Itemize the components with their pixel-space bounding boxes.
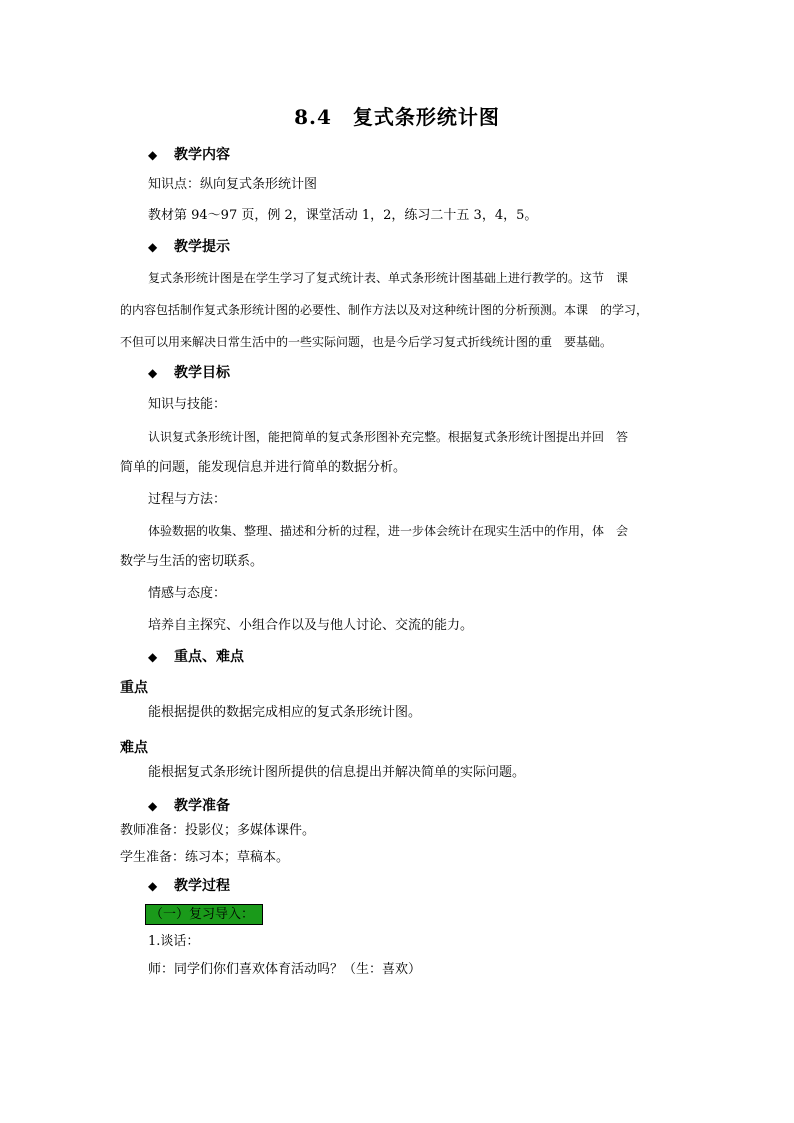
diamond-bullet-icon: ◆ [148, 799, 158, 813]
goals-knowledge-line: 简单的问题，能发现信息并进行简单的数据分析。 [120, 460, 407, 475]
hint-line: 的内容包括制作复式条形统计图的必要性、制作方法以及对这种统计图的分析预测。本课 的学习， [120, 303, 649, 317]
content-line: 教材第 94～97 页，例 2，课堂活动 1，2，练习二十五 3，4，5。 [148, 208, 538, 223]
content-line: 知识点：纵向复式条形统计图 [148, 177, 318, 192]
process-line: 师：同学们你们喜欢体育活动吗？（生：喜欢） [148, 962, 422, 977]
prep-line: 学生准备：练习本；草稿本。 [120, 850, 290, 865]
diamond-bullet-icon: ◆ [148, 240, 158, 254]
section-heading-content: ◆ 教学内容 [148, 147, 230, 163]
goals-knowledge-line: 认识复式条形统计图，能把简单的复式条形图补充完整。根据复式条形统计图提出并回 答 [148, 430, 629, 444]
page-title: 8.4 复式条形统计图 [294, 105, 500, 129]
hint-line: 不但可以用来解决日常生活中的一些实际问题，也是今后学习复式折线统计图的重 要基础。 [120, 335, 613, 349]
goals-emotion-label: 情感与态度： [148, 586, 227, 601]
diamond-bullet-icon: ◆ [148, 366, 158, 380]
key-label: 重点 [120, 680, 148, 696]
hint-line: 复式条形统计图是在学生学习了复式统计表、单式条形统计图基础上进行教学的。这节 课 [148, 271, 629, 285]
goals-process-label: 过程与方法： [148, 492, 227, 507]
section-heading-key: ◆ 重点、难点 [148, 649, 244, 665]
diamond-bullet-icon: ◆ [148, 148, 158, 162]
goals-process-line: 数学与生活的密切联系。 [120, 554, 264, 569]
section-heading-hint: ◆ 教学提示 [148, 239, 230, 255]
prep-line: 教师准备：投影仪；多媒体课件。 [120, 823, 316, 838]
section-heading-prep: ◆ 教学准备 [148, 798, 230, 814]
diamond-bullet-icon: ◆ [148, 650, 158, 664]
key-text: 能根据提供的数据完成相应的复式条形统计图。 [148, 705, 422, 720]
goals-knowledge-label: 知识与技能： [148, 397, 227, 412]
process-line: 1.谈话： [148, 934, 200, 949]
section-heading-process: ◆ 教学过程 [148, 878, 230, 894]
difficult-label: 难点 [120, 740, 148, 756]
goals-emotion-line: 培养自主探究、小组合作以及与他人讨论、交流的能力。 [148, 618, 474, 633]
diamond-bullet-icon: ◆ [148, 879, 158, 893]
section-heading-goals: ◆ 教学目标 [148, 365, 230, 381]
difficult-text: 能根据复式条形统计图所提供的信息提出并解决简单的实际问题。 [148, 765, 526, 780]
goals-process-line: 体验数据的收集、整理、描述和分析的过程，进一步体会统计在现实生活中的作用，体 会 [148, 524, 629, 538]
highlighted-subheading: （一）复习导入： [145, 904, 263, 925]
